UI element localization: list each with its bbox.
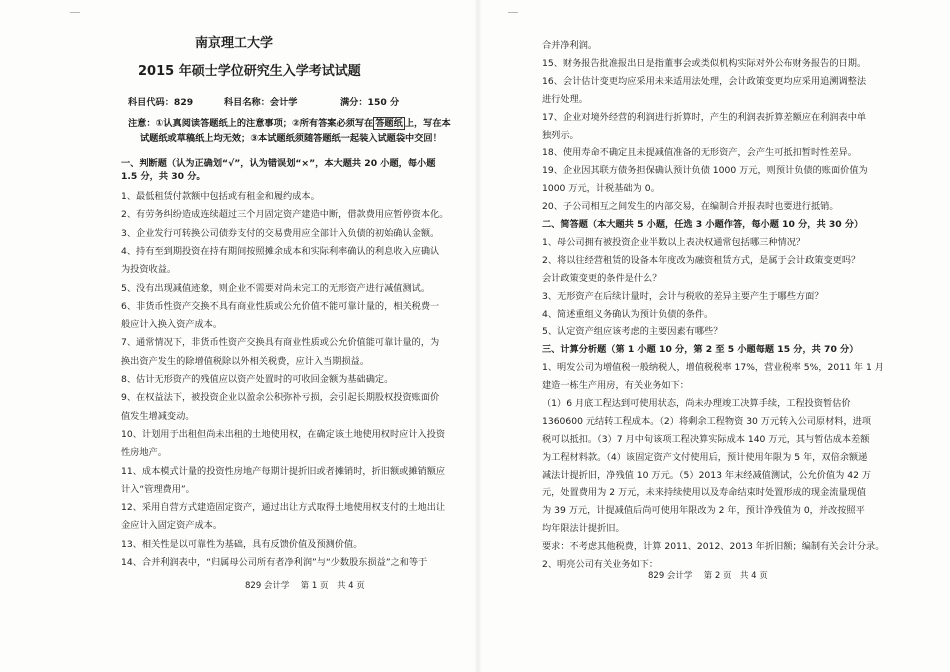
question-line: 20、子公司相互之间发生的内部交易，在编制合并报表时也要进行抵销。 xyxy=(542,201,839,212)
question-line: 4、持有至到期投资在持有期间按照摊余成本和实际利率确认的利息收入应确认 xyxy=(121,246,440,257)
question-line: 16、会计估计变更均应采用未来适用法处理，会计政策变更均应采用追溯调整法 xyxy=(542,76,867,87)
notice-line-2: 试题纸或草稿纸上均无效；③本试题纸须随答题纸一起装入试题袋中交回！ xyxy=(140,133,442,144)
page-footer-right: 829 会计学 第 2 页 共 4 页 xyxy=(648,571,768,581)
question-line: 7、通常情况下，非货币性资产交换具有商业性质或公允价值能可靠计量的，为 xyxy=(121,337,440,348)
question-line: 19、企业因其联方债务担保确认预计负债 1000 万元，则预计负债的账面价值为 xyxy=(542,165,868,176)
question-line: 换出资产发生的除增值税除以外相关税费，应计入当期损益。 xyxy=(121,356,370,367)
subject-name: 科目名称：会计学 xyxy=(224,97,298,108)
question-line: 合并净利润。 xyxy=(542,40,598,51)
question-line: 3、无形资产在后续计量时，会计与税收的差异主要产生于哪些方面？ xyxy=(542,291,824,302)
question-line: 1、母公司拥有被投资企业半数以上表决权通常包括哪三种情况？ xyxy=(542,237,806,248)
question-line: 进行处理。 xyxy=(542,94,588,105)
question-line: 1360600 元结转工程成本。（2）将剩余工程物资 30 万元转入公司原材料，进项 xyxy=(542,416,872,427)
question-line: 减法计提折旧，净残值 10 万元。（5）2013 年末经减值测试，公允价值为 42 万 xyxy=(542,470,872,481)
university-name: 南京理工大学 xyxy=(195,36,274,51)
question-line: 13、相关性是以可靠性为基础，具有反馈价值及预测价值。 xyxy=(121,539,363,550)
question-line: 15、财务报告批准报出日是指董事会或类似机构实际对外公布财务报告的日期。 xyxy=(542,58,867,69)
notice-text-a: 注意：①认真阅读答题纸上的注意事项；②所有答案必须写在 xyxy=(128,118,374,129)
notice-text-b: 上，写在本 xyxy=(404,118,451,129)
question-line: 1000 万元，计税基础为 0。 xyxy=(542,183,660,194)
question-line: 18、使用寿命不确定且未提减值准备的无形资产，会产生可抵扣暂时性差异。 xyxy=(542,147,857,158)
question-line: 为工程材料款。（4）该固定资产文付使用后，预计使用年限为 5 年，双倍余额递 xyxy=(542,452,868,463)
question-line: 11、成本模式计量的投资性房地产每期计提折旧或者摊销时，折旧额或摊销额应 xyxy=(121,466,446,477)
question-line: 12、采用自营方式建造固定资产，通过出让方式取得土地使用权支付的土地出让 xyxy=(121,502,446,513)
section1-heading-cont: 1.5 分，共 30 分。 xyxy=(121,171,206,182)
exam-title: 2015 年硕士学位研究生入学考试试题 xyxy=(138,64,361,79)
section3-heading: 三、计算分析题（第 1 小题 10 分，第 2 至 5 小题每题 15 分，共 70 分） xyxy=(542,344,859,355)
question-line: 2、将以往经营租赁的设备本年度改为融资租赁方式，是属于会计政策变更吗？ xyxy=(542,255,861,266)
full-score: 满分：150 分 xyxy=(340,97,400,108)
question-line: 2、有劳务纠纷造成连续超过三个月固定资产建造中断，借款费用应暂停资本化。 xyxy=(121,209,449,220)
question-line: 均年限法计提折旧。 xyxy=(542,523,625,534)
section2-heading: 二、简答题（本大题共 5 小题，任选 3 小题作答，每小题 10 分，共 30 分） xyxy=(542,219,864,230)
question-line: 3、企业发行可转换公司债券支付的交易费用应全部计入负债的初始确认金额。 xyxy=(121,228,440,239)
question-line: 计入“管理费用”。 xyxy=(121,484,195,495)
question-line: 14、合并利润表中，“归属母公司所有者净利润”与“少数股东损益”之和等于 xyxy=(121,557,428,568)
question-line: 17、企业对境外经营的利润进行折算时，产生的利润表折算差额应在利润表中单 xyxy=(542,112,867,123)
question-line: 8、估计无形资产的残值应以资产处置时的可收回金额为基础确定。 xyxy=(121,374,394,385)
question-line: 元，处置费用为 2 万元，未来持续使用以及寿命结束时处置形成的现金流量现值 xyxy=(542,487,867,498)
exam-page-right xyxy=(478,0,950,672)
question-line: 金应计入固定资产成本。 xyxy=(121,520,223,531)
question-line: 税可以抵扣。（3）7 月中旬该项工程决算实际成本 140 万元，其与暂估成本差额 xyxy=(542,434,870,445)
question-line: 4、简述重组义务确认为预计负债的条件。 xyxy=(542,309,714,320)
question-line: 1、最低租赁付款额中包括或有租金和履约成本。 xyxy=(121,191,320,202)
question-line: 要求：不考虑其他税费，计算 2011、2012、2013 年折旧额；编制有关会计分录。 xyxy=(542,541,885,552)
question-line: 5、认定资产组应该考虑的主要因素有哪些？ xyxy=(542,326,723,337)
page-fold-shadow xyxy=(474,0,482,672)
question-line: 独列示。 xyxy=(542,130,579,141)
question-line: 2、明亮公司有关业务如下： xyxy=(542,559,659,570)
question-line: 为投资收益。 xyxy=(121,264,177,275)
scan-mark xyxy=(70,12,80,13)
page-footer-left: 829 会计学 第 1 页 共 4 页 xyxy=(245,581,365,591)
answer-sheet-box: 答题纸 xyxy=(375,118,403,129)
question-line: （1）6 月底工程达到可使用状态，尚未办理竣工决算手续，工程投资暂估价 xyxy=(542,398,851,409)
section1-heading: 一、判断题（认为正确划“√”，认为错误划“×”，本大题共 20 小题，每小题 xyxy=(121,158,436,169)
question-line: 1、明发公司为增值税一般纳税人，增值税税率 17%，营业税率 5%，2011 年 1 月 xyxy=(542,362,884,373)
question-line: 值发生增减变动。 xyxy=(121,411,195,422)
question-line: 会计政策变更的条件是什么？ xyxy=(542,273,662,284)
subject-code: 科目代码：829 xyxy=(128,97,194,108)
question-line: 10、计划用于出租但尚未出租的土地使用权，在确定该土地使用权时应计入投资 xyxy=(121,429,446,440)
question-line: 为 39 万元，计提减值后尚可使用年限改为 2 年，预计净残值为 0，并改按照平 xyxy=(542,505,865,516)
question-line: 建造一栋生产用房，有关业务如下： xyxy=(542,380,689,391)
question-line: 般应计入换入资产成本。 xyxy=(121,319,223,330)
question-line: 9、在权益法下，被投资企业以盈余公积弥补亏损，会引起长期股权投资账面价 xyxy=(121,392,440,403)
question-line: 性房地产。 xyxy=(121,447,167,458)
question-line: 5、没有出现减值迹象，则企业不需要对尚未完工的无形资产进行减值测试。 xyxy=(121,283,431,294)
scan-mark xyxy=(508,12,518,13)
question-line: 6、非货币性资产交换不具有商业性质或公允价值不能可靠计量的，相关税费一 xyxy=(121,301,440,312)
notice-line-1 xyxy=(128,118,451,130)
